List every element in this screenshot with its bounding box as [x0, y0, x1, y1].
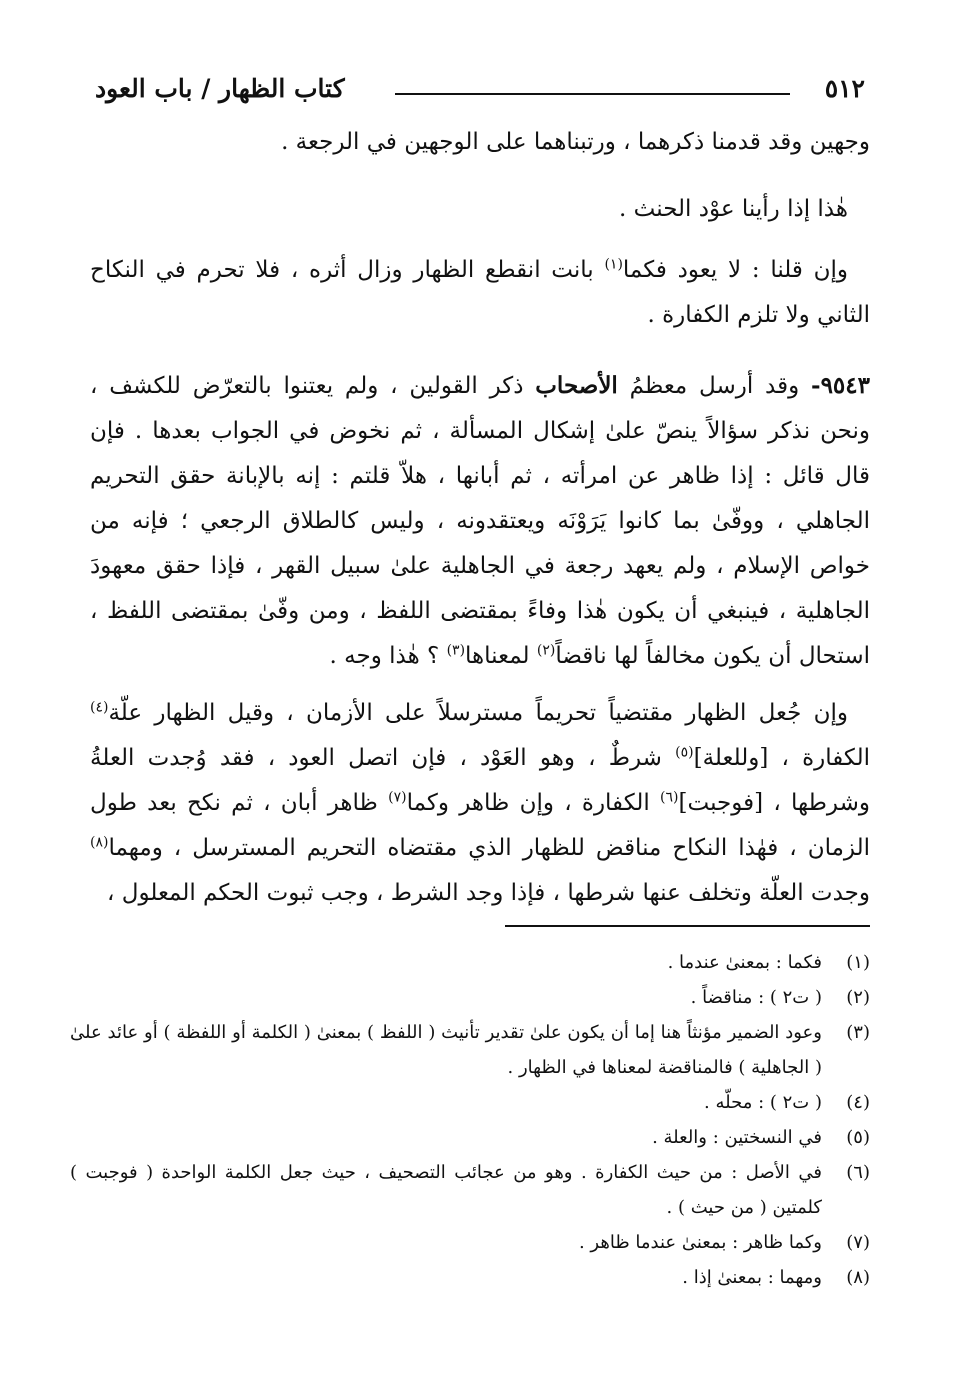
paragraph-4-text-c: لمعناها — [465, 643, 530, 669]
paragraph-5-text-c: شرطٌ ، وهو العَوْد ، فإن اتصل العود ، فقد وُجدت العلةُ وشرطها ، [فوجبت] — [90, 745, 870, 816]
paragraph-5-text-b: الكفارة ، [وللعلة] — [693, 745, 870, 771]
footnote-number: (٨) — [846, 1267, 870, 1288]
paragraph-4 — [90, 363, 870, 679]
main-text — [90, 120, 870, 916]
paragraph-3 — [90, 248, 870, 338]
paragraph-5-text-f: وجدت العلّة وتخلف عنها شرطها ، فإذا وجد الشرط ، وجب ثبوت الحكم المعلول ، — [107, 880, 870, 906]
footnote-number: (٣) — [846, 1022, 870, 1043]
footnote-3 — [70, 1015, 870, 1085]
page-number: ٥١٢ — [824, 74, 865, 103]
footnote-number: (٢) — [846, 987, 870, 1008]
footnote-marker-8[interactable]: (٨) — [90, 834, 109, 851]
footnote-text: ومهما : بمعنىٰ إذا . — [682, 1267, 822, 1288]
footnote-marker-5[interactable]: (٥) — [675, 744, 694, 761]
footnote-number: (٧) — [846, 1232, 870, 1253]
paragraph-4-bold-word: الأصحاب — [535, 372, 618, 399]
paragraph-5-text-a: وإن جُعل الظهار مقتضياً تحريماً مسترسلاً على الأزمان ، وقيل الظهار علّة — [108, 700, 848, 726]
footnote-8 — [70, 1260, 870, 1295]
footnote-text: ( ت٢ ) : محلّه . — [704, 1092, 822, 1113]
paragraph-3-text-b: بانت انقطع الظهار وزال أثره ، فلا تحرم في النكاح الثاني ولا تلزم الكفارة . — [90, 257, 870, 328]
paragraph-2 — [90, 187, 870, 232]
footnote-4 — [70, 1085, 870, 1120]
paragraph-5 — [90, 691, 870, 916]
header-rule — [395, 93, 790, 95]
footnote-text: في النسختين : والعلة . — [652, 1127, 822, 1148]
paragraph-2-text: هٰذا إذا رأينا عوْد الحنث . — [619, 196, 848, 222]
footnote-5 — [70, 1120, 870, 1155]
item-number: ٩٥٤٣- — [811, 372, 870, 399]
footnote-1 — [70, 945, 870, 980]
footnote-text: وعود الضمير مؤنثاً هنا إما أن يكون علىٰ تقدير تأنيث ( اللفظ ) بمعنىٰ ( الكلمة أو اللفظة ) أو عائد علىٰ ( الجاهلية ) فالمناقضة لمعناها في الظهار . — [70, 1022, 822, 1078]
footnotes — [70, 945, 870, 1295]
page-header — [95, 70, 865, 110]
footnote-marker-3[interactable]: (٣) — [446, 642, 466, 659]
footnote-marker-7[interactable]: (٧) — [388, 789, 407, 806]
paragraph-3-text-a: وإن قلنا : لا يعود فكما — [622, 257, 849, 283]
paragraph-5-text-e: ظاهر أبان ، ثم نكح بعد طول الزمان ، فهٰذا النكاح مناقض للظهار الذي مقتضاه التحريم المسترسل ، ومهما — [90, 790, 870, 861]
footnote-marker-1[interactable]: (١) — [604, 256, 623, 273]
paragraph-5-text-d: الكفارة ، وإن ظاهر وكما — [406, 790, 650, 816]
footnote-text: في الأصل : من حيث الكفارة . وهو من عجائب التصحيف ، حيث جعل الكلمة الواحدة ( فوجبت ) كلمتين ( من حيث ) . — [70, 1162, 822, 1218]
footnote-number: (٤) — [846, 1092, 870, 1113]
footnote-number: (٦) — [846, 1162, 870, 1183]
footnote-2 — [70, 980, 870, 1015]
footnote-separator — [505, 925, 870, 927]
footnote-text: ( ت٢ ) : مناقضاً . — [690, 987, 822, 1008]
footnote-number: (١) — [846, 952, 870, 973]
footnote-marker-2[interactable]: (٢) — [536, 642, 556, 659]
footnote-7 — [70, 1225, 870, 1260]
running-title: كتاب الظهار / باب العود — [95, 74, 345, 103]
paragraph-1: وجهين وقد قدمنا ذكرهما ، ورتبناهما على الوجهين في الرجعة . — [281, 129, 870, 155]
paragraph-4-text-b: ذكر القولين ، ولم يعتنوا بالتعرّض للكشف ، ونحن نذكر سؤالاً ينصّ علىٰ إشكال المسألة ، ثم نخوض في الجواب بعدها . فإن قال قائل : إذا ظاهر عن امرأته ، ثم أبانها ، هلاّ قلتم : إنه بالإبانة حقق التحريم الجاهلي ، ووفّىٰ بما كانوا يَرَوْنَه ويعتقدونه ، وليس كالطلاق الرجعي ؛ فإنه من خواص الإسلام ، ولم يعهد رجعة في الجاهلية علىٰ سبيل القهر ، فإذا حقق معهودَ الجاهلية ، فينبغي أن يكون هٰذا وفاءً بمقتضى اللفظ ، ومن وفّىٰ بمقتضى اللفظ ، استحال أن يكون مخالفاً لها ناقضاً — [90, 373, 870, 669]
footnote-text: وكما ظاهر : بمعنىٰ عندما ظاهر . — [578, 1232, 822, 1253]
footnote-number: (٥) — [846, 1127, 870, 1148]
paragraph-4-text-a: وقد أرسل معظمُ — [629, 373, 800, 399]
footnote-6 — [70, 1155, 870, 1225]
paragraph-4-text-d: ؟ هٰذا وجه . — [329, 643, 440, 669]
footnote-text: فكما : بمعنىٰ عندما . — [667, 952, 822, 973]
footnote-marker-6[interactable]: (٦) — [660, 789, 679, 806]
footnote-marker-4[interactable]: (٤) — [90, 699, 109, 716]
